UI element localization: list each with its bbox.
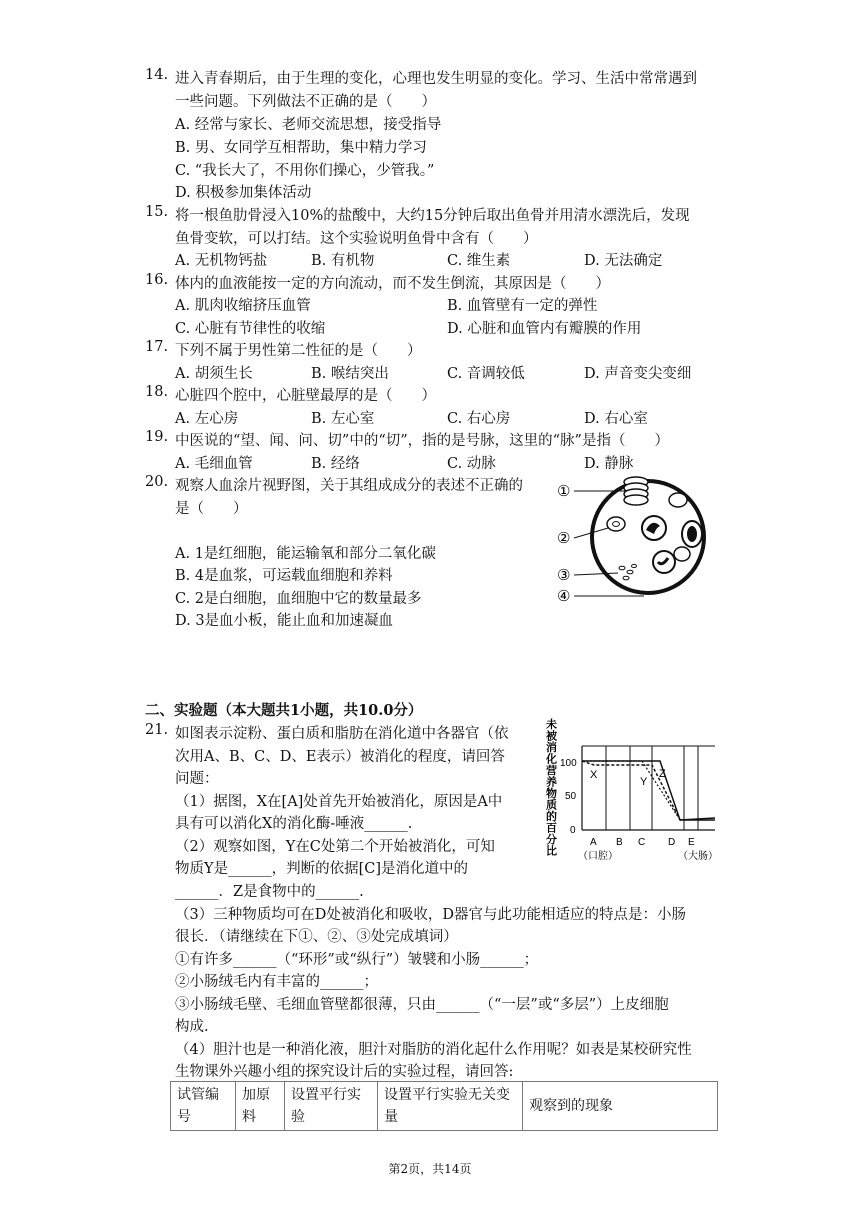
x-label-b: B: [616, 837, 623, 848]
q19-stem-line1: 中医说的“望、闻、问、切”中的“切”，指的是号脉，这里的“脉”是指（ ）: [175, 433, 669, 449]
x-sub-right: （大肠）: [678, 851, 718, 862]
q16-number: 16.: [145, 272, 169, 288]
q17-option-c: C. 音调较低: [447, 366, 525, 382]
q20-option-c: C. 2是白细胞，血细胞中它的数量最多: [175, 591, 422, 607]
x-label-a: A: [590, 837, 597, 848]
series-label-y: Y: [640, 776, 648, 788]
q20-option-a: A. 1是红细胞，能运输氧和部分二氧化碳: [175, 546, 436, 562]
page-footer: 第2页，共14页: [388, 1162, 472, 1176]
q14-option-c: C. “我长大了，不用你们操心，少管我。”: [175, 163, 435, 179]
q19-number: 19.: [145, 429, 169, 445]
q15-option-c: C. 维生素: [447, 253, 511, 269]
q18-option-d: D. 右心室: [584, 411, 648, 427]
q21-line-14: 构成.: [175, 1019, 209, 1035]
label-2: ②: [557, 530, 571, 547]
table-header-row: [171, 1082, 718, 1131]
q15-option-b: B. 有机物: [311, 253, 375, 269]
q15-option-a: A. 无机物钙盐: [175, 253, 268, 269]
q20-number: 20.: [145, 474, 169, 490]
table-header-cell: 设置平行实验: [285, 1082, 378, 1131]
chart-ylabel-text: 未被消化营养物质的百分比: [546, 719, 557, 858]
q21-number: 21.: [145, 722, 169, 738]
x-sub-left: （口腔）: [578, 851, 618, 862]
q21-line-5: 具有可以消化X的消化酶-唾液______.: [175, 816, 413, 832]
chart-ylabel: [545, 718, 558, 858]
q18-number: 18.: [145, 384, 169, 400]
q19-option-a: A. 毛细血管: [175, 456, 253, 472]
table-header-cell: 加原料: [236, 1082, 285, 1131]
label-4: ④: [557, 588, 571, 605]
q17-option-d: D. 声音变尖变细: [584, 366, 692, 382]
q14-stem-line2: 一些问题。下列做法不正确的是（ ）: [175, 94, 436, 110]
q17-option-a: A. 胡须生长: [175, 366, 253, 382]
q21-line-10: 很长．（请继续在下①、②、③处完成填词）: [175, 929, 458, 945]
q21-line-2: 次用A、B、C、D、E表示）被消化的程度，请回答: [175, 749, 505, 765]
x-label-c: C: [638, 837, 646, 848]
q20-option-d: D. 3是血小板，能止血和加速凝血: [175, 613, 394, 629]
series-label-x: X: [590, 769, 598, 781]
q19-option-b: B. 经络: [311, 456, 360, 472]
q16-option-a: A. 肌肉收缩挤压血管: [175, 298, 311, 314]
experiment-table: [170, 1081, 718, 1131]
q15-stem-line1: 将一根鱼肋骨浸入10%的盐酸中，大约15分钟后取出鱼骨并用清水漂洗后，发现: [175, 208, 690, 224]
white-blood-cell: [653, 551, 675, 573]
curve-z: [582, 761, 715, 820]
q17-option-b: B. 喉结突出: [311, 366, 389, 382]
q14-option-d: D. 积极参加集体活动: [175, 185, 312, 201]
red-cell-stack: [624, 477, 648, 505]
x-label-e: E: [688, 837, 695, 848]
white-blood-cell: [682, 521, 702, 547]
table-header-cell: 观察到的现象: [523, 1082, 718, 1131]
q17-stem-line1: 下列不属于男性第二性征的是（ ）: [175, 343, 422, 359]
q14-option-b: B. 男、女同学互相帮助，集中精力学习: [175, 140, 427, 156]
label-3: ③: [557, 567, 571, 584]
q21-line-12: ②小肠绒毛内有丰富的______；: [175, 974, 378, 990]
digestion-chart: [532, 718, 722, 866]
q21-line-4: （1）据图，X在[A]处首先开始被消化，原因是A中: [175, 794, 503, 810]
q16-option-d: D. 心脏和血管内有瓣膜的作用: [447, 321, 642, 337]
q20-stem-line1: 观察人血涂片视野图，关于其组成成分的表述不正确的: [175, 478, 523, 494]
q18-option-b: B. 左心室: [311, 411, 375, 427]
y-tick-100: 100: [560, 758, 577, 769]
q18-option-a: A. 左心房: [175, 411, 239, 427]
x-label-d: D: [668, 837, 676, 848]
q21-line-3: 问题：: [175, 771, 219, 787]
table-header-cell: 试管编号: [171, 1082, 236, 1131]
q20-option-b: B. 4是血浆，可运载血细胞和养料: [175, 568, 393, 584]
q16-option-c: C. 心脏有节律性的收缩: [175, 321, 326, 337]
red-cell: [669, 493, 687, 507]
q18-stem-line1: 心脏四个腔中，心脏壁最厚的是（ ）: [175, 388, 436, 404]
q21-line-15: （4）胆汁也是一种消化液，胆汁对脂肪的消化起什么作用呢？如表是某校研究性: [175, 1042, 692, 1058]
q21-line-13: ③小肠绒毛壁、毛细血管壁都很薄，只由______（“一层”或“多层”）上皮细胞: [175, 997, 669, 1013]
q21-line-1: 如图表示淀粉、蛋白质和脂肪在消化道中各器官（依: [175, 726, 509, 742]
q21-line-9: （3）三种物质均可在D处被消化和吸收，D器官与此功能相适应的特点是：小肠: [175, 907, 686, 923]
red-cell: [674, 547, 690, 561]
q14-option-a: A. 经常与家长、老师交流思想，接受指导: [175, 117, 442, 133]
q18-option-c: C. 右心房: [447, 411, 511, 427]
q15-option-d: D. 无法确定: [584, 253, 663, 269]
y-tick-0: 0: [570, 825, 576, 836]
q21-line-8: ______．Z是食物中的______.: [175, 884, 364, 900]
q15-number: 15.: [145, 204, 169, 220]
q14-stem-line1: 进入青春期后，由于生理的变化，心理也发生明显的变化。学习、生活中常常遇到: [175, 71, 697, 87]
q15-stem-line2: 鱼骨变软，可以打结。这个实验说明鱼骨中含有（ ）: [175, 231, 538, 247]
q19-option-c: C. 动脉: [447, 456, 496, 472]
table-header-cell: 设置平行实验无关变量: [378, 1082, 523, 1131]
q21-line-11: ①有许多______（“环形”或“纵行”）皱襞和小肠______；: [175, 952, 539, 968]
q16-stem-line1: 体内的血液能按一定的方向流动，而不发生倒流，其原因是（ ）: [175, 276, 610, 292]
q21-line-6: （2）观察如图，Y在C处第二个开始被消化，可知: [175, 839, 495, 855]
label-1: ①: [557, 483, 571, 500]
q19-option-d: D. 静脉: [584, 456, 634, 472]
y-tick-50: 50: [565, 791, 577, 802]
q21-line-16: 生物课外兴趣小组的探究设计后的实验过程，请回答:: [175, 1064, 514, 1080]
q21-line-7: 物质Y是______，判断的依据[C]是消化道中的: [175, 861, 468, 877]
section-heading: 二、实验题（本大题共1小题，共10.0分）: [145, 702, 423, 719]
q16-option-b: B. 血管壁有一定的弹性: [447, 298, 598, 314]
white-blood-cell: [642, 516, 666, 540]
q20-stem-line2: 是（ ）: [175, 501, 248, 517]
series-label-z: Z: [659, 768, 666, 780]
blood-smear-figure: [556, 470, 706, 610]
q17-number: 17.: [145, 339, 169, 355]
q14-number: 14.: [145, 67, 169, 83]
